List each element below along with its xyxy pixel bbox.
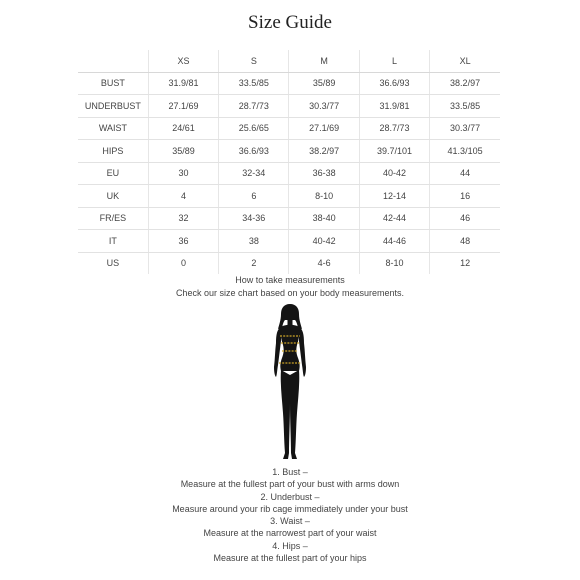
row-label: FR/ES	[78, 207, 148, 230]
table-cell: 33.5/85	[430, 95, 500, 118]
table-cell: 30.3/77	[430, 117, 500, 140]
instruction-line: Measure around your rib cage immediately under your bust	[172, 503, 408, 514]
table-cell: 4-6	[289, 252, 359, 274]
table-row	[78, 252, 500, 274]
woman-silhouette	[274, 304, 306, 459]
table-cell: 8-10	[359, 252, 429, 274]
table-row	[78, 140, 500, 163]
size-table	[78, 50, 500, 274]
table-cell: 33.5/85	[219, 72, 289, 95]
table-cell: 34-36	[219, 207, 289, 230]
table-cell: 36	[148, 230, 218, 253]
table-cell: 38-40	[289, 207, 359, 230]
instruction-line: Measure at the narrowest part of your waist	[203, 528, 377, 539]
column-header: S	[219, 50, 289, 72]
table-cell: 32	[148, 207, 218, 230]
table-cell: 38.2/97	[289, 140, 359, 163]
instruction-line: Measure at the fullest part of your hips	[213, 553, 367, 564]
table-cell: 8-10	[289, 185, 359, 208]
table-cell: 38.2/97	[430, 72, 500, 95]
table-cell: 27.1/69	[289, 117, 359, 140]
how-to-measure-section	[0, 274, 580, 300]
table-cell: 31.9/81	[359, 95, 429, 118]
table-cell: 38	[219, 230, 289, 253]
table-cell: 36.6/93	[359, 72, 429, 95]
table-corner-cell	[78, 50, 148, 72]
table-cell: 24/61	[148, 117, 218, 140]
row-label: IT	[78, 230, 148, 253]
table-cell: 30	[148, 162, 218, 185]
how-to-subheading: Check our size chart based on your body measurements.	[175, 288, 405, 298]
row-label: WAIST	[78, 117, 148, 140]
table-cell: 16	[430, 185, 500, 208]
table-cell: 28.7/73	[219, 95, 289, 118]
body-silhouette-illustration	[262, 303, 318, 463]
table-cell: 12	[460, 258, 471, 269]
row-label: BUST	[78, 72, 148, 95]
table-cell: 48	[430, 230, 500, 253]
instruction-line: Measure at the fullest part of your bust with arms down	[180, 479, 400, 490]
table-cell: 28.7/73	[359, 117, 429, 140]
table-row	[78, 117, 500, 140]
table-cell: 6	[219, 185, 289, 208]
table-cell: 36.6/93	[219, 140, 289, 163]
column-header: XL	[430, 50, 500, 72]
row-label: EU	[78, 162, 148, 185]
instruction-line: 3. Waist –	[270, 516, 310, 527]
column-header: L	[359, 50, 429, 72]
instruction-line: 2. Underbust –	[260, 491, 320, 502]
table-cell: 40-42	[359, 162, 429, 185]
table-cell: 25.6/65	[219, 117, 289, 140]
page-title: Size Guide	[248, 12, 332, 33]
table-row	[78, 207, 500, 230]
row-label: UNDERBUST	[78, 95, 148, 118]
table-cell: 12-14	[359, 185, 429, 208]
table-cell: 44	[430, 162, 500, 185]
table-cell: 40-42	[289, 230, 359, 253]
row-label: US	[78, 252, 148, 274]
table-cell: 42-44	[359, 207, 429, 230]
row-label: HIPS	[78, 140, 148, 163]
table-cell: 46	[430, 207, 500, 230]
table-row	[78, 72, 500, 95]
measurement-instructions	[0, 466, 580, 564]
table-cell: 31.9/81	[148, 72, 218, 95]
table-header-row	[78, 50, 500, 72]
table-cell: 32-34	[219, 162, 289, 185]
table-row	[78, 230, 500, 253]
table-cell: 4	[148, 185, 218, 208]
table-row	[78, 162, 500, 185]
table-cell: 44-46	[359, 230, 429, 253]
how-to-heading: How to take measurements	[235, 275, 345, 285]
row-label: UK	[78, 185, 148, 208]
instruction-line: 1. Bust –	[272, 467, 308, 477]
table-row	[78, 95, 500, 118]
table-cell: 35/89	[289, 72, 359, 95]
table-row	[78, 185, 500, 208]
table-cell: 41.3/105	[430, 140, 500, 163]
table-cell: 35/89	[148, 140, 218, 163]
instruction-line: 4. Hips –	[272, 540, 308, 551]
table-cell: 39.7/101	[359, 140, 429, 163]
column-header: XS	[148, 50, 218, 72]
table-cell: 0	[148, 252, 218, 274]
table-cell: 30.3/77	[289, 95, 359, 118]
table-cell: 2	[219, 252, 289, 274]
table-cell: 27.1/69	[148, 95, 218, 118]
table-cell: 36-38	[289, 162, 359, 185]
column-header: M	[289, 50, 359, 72]
